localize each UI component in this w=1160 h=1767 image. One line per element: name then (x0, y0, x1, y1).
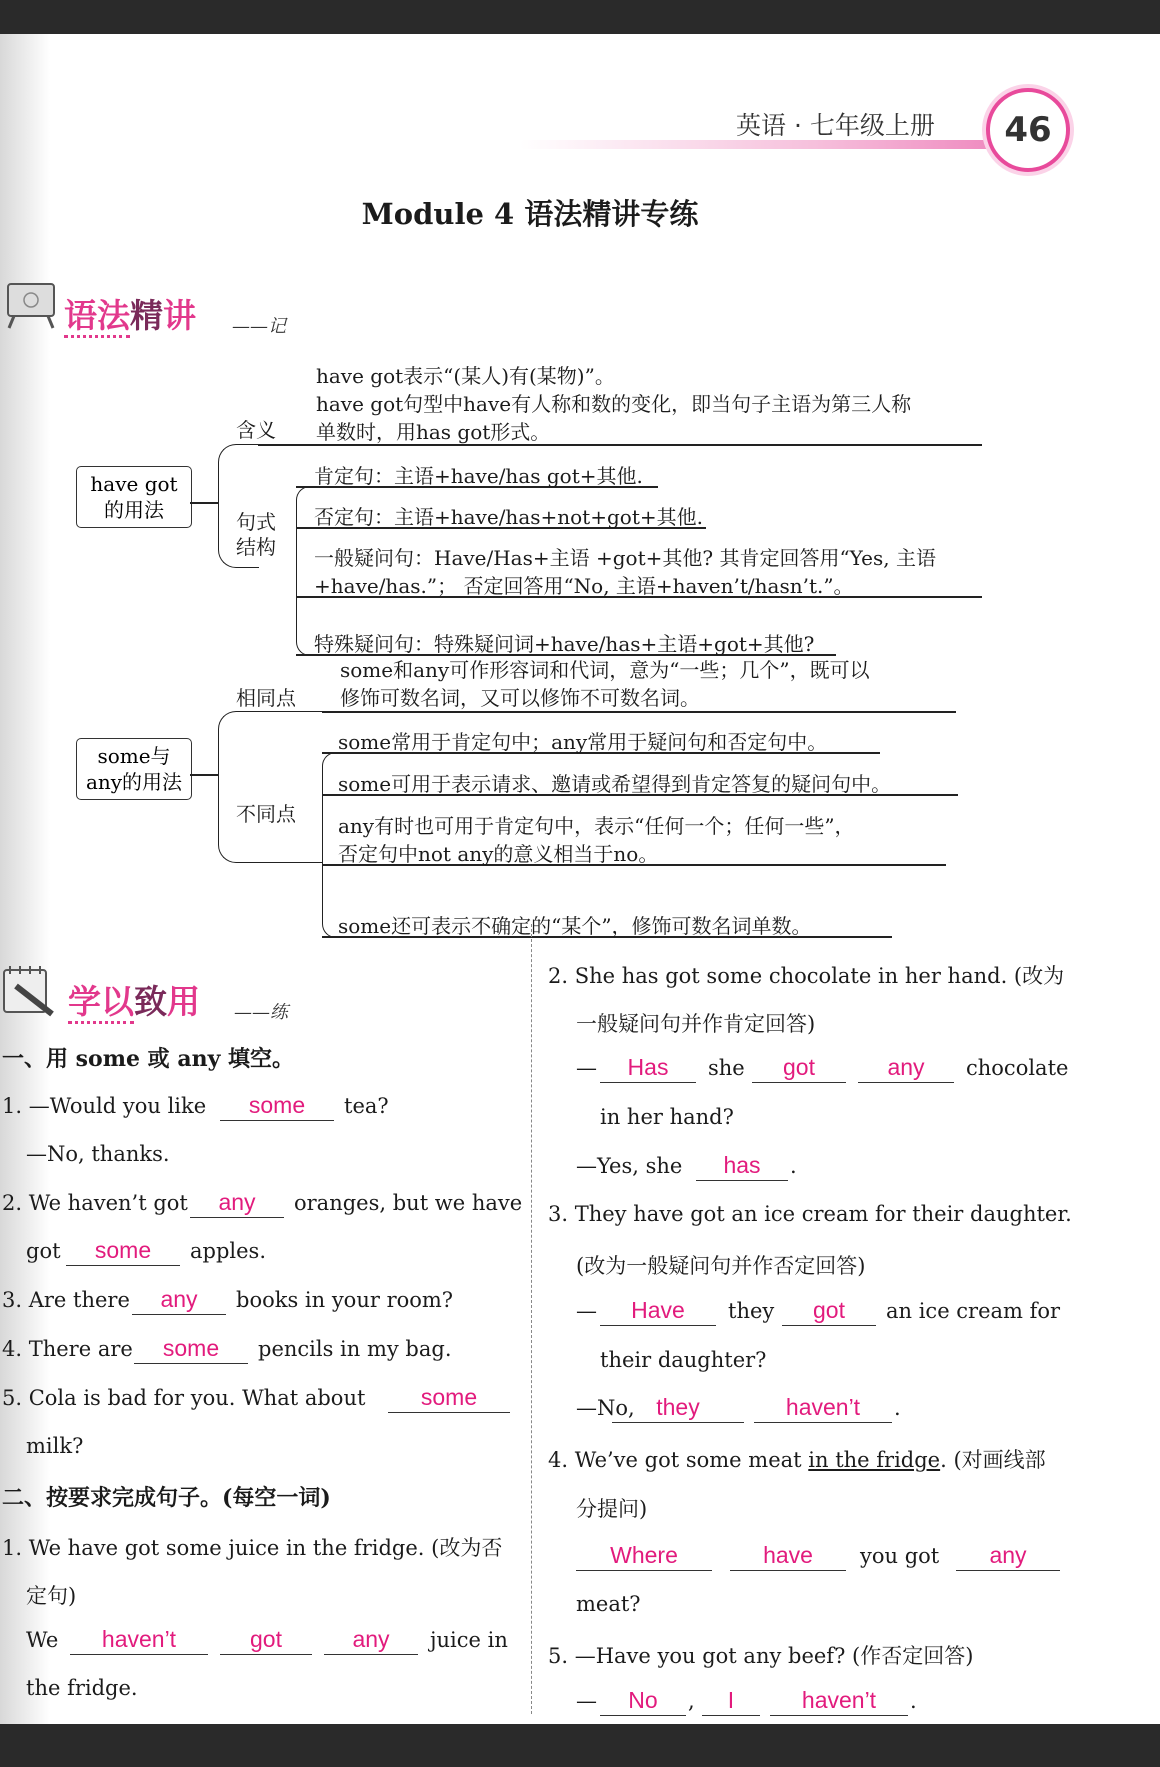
p1-q2-text: 2. We haven’t got (2, 1191, 188, 1215)
p2-q2-line-1: 2. She has got some chocolate in her hand. (改为 (548, 964, 1065, 988)
p2-q1-line-1: 1. We have got some juice in the fridge. (改为否 (2, 1536, 503, 1560)
p1-q1-answer: some (220, 1090, 334, 1121)
p2-q2-line-2: 一般疑问句并作肯定回答) (576, 1012, 816, 1036)
structure-wh-question: 特殊疑问句：特殊疑问词+have/has+主语+got+其他? (314, 632, 815, 656)
workbook-page (0, 34, 1160, 1724)
structure-yes-no-question-2: +have/has.”； 否定回答用“No, 主语+haven’t/hasn’t.”。 (314, 574, 854, 598)
p2-q4-answer-1: Where (576, 1540, 712, 1571)
p2-q2-dash: — (576, 1056, 597, 1080)
p2-q3-line-2: (改为一般疑问句并作否定回答) (576, 1254, 866, 1278)
p2-q3-ice-cream: an ice cream for (886, 1299, 1061, 1323)
p2-q1-we: We (26, 1628, 59, 1652)
p1-q2-tail: apples. (190, 1239, 267, 1263)
branch-structure: 句式 结构 (236, 510, 276, 559)
p1-q2-mid: oranges, but we have (294, 1191, 523, 1215)
branch-meaning: 含义 (236, 418, 276, 442)
p2-q2-answer-1: Has (600, 1052, 696, 1083)
p2-q1-tail: juice in (430, 1628, 508, 1652)
blackboard-icon (4, 282, 58, 330)
p2-q2-she: she (708, 1056, 745, 1080)
diff-4: some还可表示不确定的“某个”，修饰可数名词单数。 (338, 914, 812, 938)
p2-q2-answer-4: has (696, 1150, 788, 1181)
p1-q3-answer: any (132, 1284, 226, 1315)
branch-same: 相同点 (236, 686, 296, 710)
p1-q3-text: 3. Are there (2, 1288, 130, 1312)
p2-q2-yes: —Yes, she (576, 1154, 683, 1178)
p2-q3-dash: — (576, 1299, 597, 1323)
same-line-1: some和any可作形容词和代词，意为“一些；几个”，既可以 (340, 658, 870, 682)
p2-q1-line-2: 定句) (26, 1584, 77, 1608)
p2-q5-period: . (910, 1689, 917, 1713)
section-title-grammar: 语法精讲 (64, 290, 196, 337)
structure-affirmative: 肯定句：主语+have/has got+其他. (314, 464, 643, 488)
p2-q4-line-1: 4. We’ve got some meat in the fridge. (对画线部 (548, 1448, 1046, 1472)
p2-q4-meat: meat? (576, 1592, 641, 1616)
structure-yes-no-question-1: 一般疑问句：Have/Has+主语 +got+其他? 其肯定回答用“Yes, 主语 (314, 546, 936, 570)
p2-q2-chocolate: chocolate (966, 1056, 1069, 1080)
p2-q5-line-1: 5. —Have you got any beef? (作否定回答) (548, 1644, 974, 1668)
section-subtitle-practice: ——练 (234, 1002, 288, 1023)
mindmap-root-some-any: some与 any的用法 (76, 738, 192, 800)
p2-q1-fridge: the fridge. (26, 1676, 138, 1700)
structure-negative: 否定句：主语+have/has+not+got+其他. (314, 505, 703, 529)
p1-q4-text: 4. There are (2, 1337, 133, 1361)
p2-q3-answer-4: haven’t (754, 1392, 892, 1423)
p2-q2-period: . (790, 1154, 797, 1178)
diff-3-line-1: any有时也可用于肯定句中，表示“任何一个；任何一些”， (338, 814, 855, 838)
section-title-practice: 学以致用 (68, 976, 200, 1023)
p1-q3-tail: books in your room? (236, 1288, 454, 1312)
p2-q3-answer-1: Have (600, 1295, 716, 1326)
part2-heading: 二、按要求完成句子。(每空一词) (2, 1485, 331, 1511)
p2-q5-answer-2: I (702, 1685, 760, 1716)
section-subtitle: ——记 (232, 316, 286, 337)
page-number: 46 (986, 88, 1070, 172)
p2-q5-comma: , (688, 1689, 695, 1713)
p1-q2-answer-a: any (190, 1187, 284, 1218)
notebook-pencil-icon (2, 964, 60, 1018)
p1-q1-text: 1. —Would you like (2, 1094, 207, 1118)
p1-q5-text: 5. Cola is bad for you. What about (2, 1386, 366, 1410)
p2-q5-answer-3: haven’t (770, 1685, 908, 1716)
underlined-phrase: in the fridge (808, 1448, 941, 1472)
header-bar (520, 140, 1010, 149)
p2-q1-answer-2: got (220, 1624, 312, 1655)
page-title: Module 4 语法精讲专练 (361, 197, 699, 231)
p2-q4-line-2: 分提问) (576, 1497, 648, 1521)
p1-q1-tail: tea? (344, 1094, 389, 1118)
p2-q3-period: . (894, 1396, 901, 1420)
p2-q2-answer-3: any (858, 1052, 954, 1083)
meaning-line-1: have got表示“(某人)有(某物)”。 (316, 364, 615, 388)
p2-q5-answer-1: No (600, 1685, 686, 1716)
p1-q5-tail: milk? (26, 1434, 84, 1458)
p2-q3-line-1: 3. They have got an ice cream for their daughter. (548, 1202, 1072, 1226)
part1-heading: 一、用 some 或 any 填空。 (2, 1046, 295, 1072)
p2-q3-they: they (728, 1299, 775, 1323)
p2-q5-dash: — (576, 1689, 597, 1713)
p1-q5-answer: some (388, 1382, 510, 1413)
diff-2: some可用于表示请求、邀请或希望得到肯定答复的疑问句中。 (338, 772, 892, 796)
diff-1: some常用于肯定句中；any常用于疑问句和否定句中。 (338, 730, 828, 754)
p1-q4-tail: pencils in my bag. (258, 1337, 452, 1361)
same-line-2: 修饰可数名词，又可以修饰不可数名词。 (340, 686, 700, 710)
meaning-line-3: 单数时，用has got形式。 (316, 420, 551, 444)
p2-q2-hand: in her hand? (600, 1105, 734, 1129)
p2-q4-answer-2: have (730, 1540, 846, 1571)
meaning-line-2: have got句型中have有人称和数的变化，即当句子主语为第三人称 (316, 392, 912, 416)
p2-q3-answer-3: they (612, 1392, 744, 1423)
p1-q1-reply: —No, thanks. (26, 1142, 170, 1166)
column-divider (531, 924, 532, 1714)
branch-difference: 不同点 (236, 802, 296, 826)
p1-q4-answer: some (134, 1333, 248, 1364)
header-subject: 英语 · 七年级上册 (736, 111, 935, 140)
p2-q3-no: —No, (576, 1396, 635, 1420)
p2-q3-answer-2: got (782, 1295, 876, 1326)
p2-q1-answer-1: haven’t (70, 1624, 208, 1655)
p1-q2-answer-b: some (66, 1235, 180, 1266)
diff-3-line-2: 否定句中not any的意义相当于no。 (338, 842, 659, 866)
p2-q4-answer-3: any (956, 1540, 1060, 1571)
p2-q1-answer-3: any (324, 1624, 418, 1655)
mindmap-root-have-got: have got 的用法 (76, 466, 192, 528)
p1-q2-got: got (26, 1239, 61, 1263)
p2-q3-daughter: their daughter? (600, 1348, 767, 1372)
p2-q2-answer-2: got (752, 1052, 846, 1083)
p2-q4-you-got: you got (860, 1544, 940, 1568)
